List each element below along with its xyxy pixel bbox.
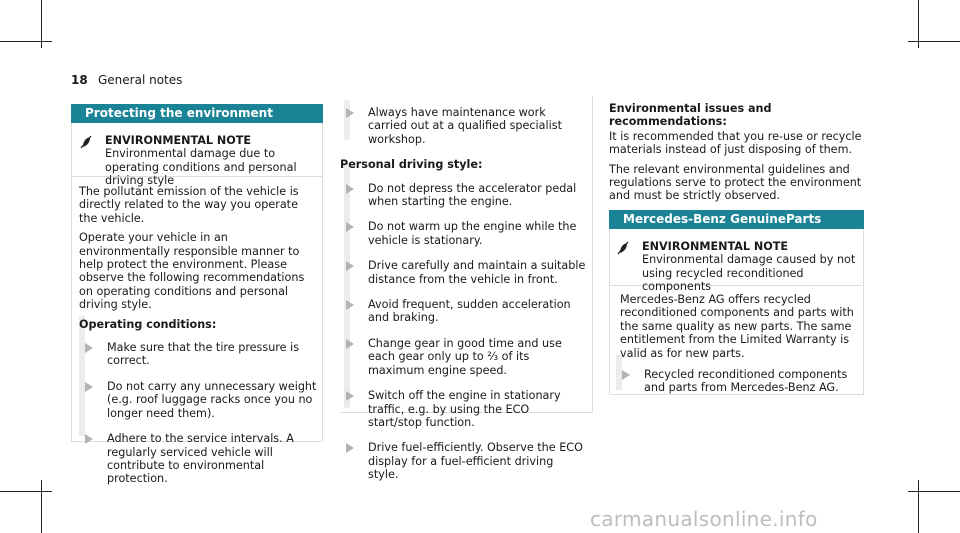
triangle-bullet-icon [346,261,354,271]
col3-intro [609,102,864,209]
list-item-text: Change gear in good time and use each gear only up to ⅔ of its maximum engine speed. [368,336,562,377]
col1-body [79,185,317,498]
list-item [346,298,586,325]
page-number: 18 [71,73,88,87]
no-leaf-icon [616,241,630,255]
triangle-bullet-icon [346,443,354,453]
triangle-bullet-icon [85,343,93,353]
env-note [616,240,856,294]
note-body: Environmental damage due to operating conditions and personal driving style [105,147,297,188]
note-label: ENVIRONMENTAL NOTE [105,134,252,147]
list-item-text: Do not warm up the engine while the vehicle is stationary. [368,220,577,247]
triangle-bullet-icon [346,108,354,118]
crop-mark [0,41,52,42]
list-item-text: Do not carry any unnecessary weight (e.g. roof luggage racks once you no longer need them). [107,379,317,420]
list-item-text: Recycled reconditioned components and parts from Mercedes-Benz AG. [644,368,848,395]
subheading: Operating conditions: [79,317,217,331]
col2-body [340,106,586,494]
list-item [346,441,586,481]
triangle-bullet-icon [85,434,93,444]
list-item [346,337,586,377]
env-note [79,134,317,188]
subheading: Environmental issues and recommendations: [609,102,772,129]
list-item-text: Always have maintenance work carried out at a qualified specialist workshop. [368,106,562,146]
crop-mark [908,41,960,42]
triangle-bullet-icon [85,382,93,392]
list-item-text: Drive carefully and maintain a suitable distance from the vehicle in front. [368,259,586,286]
list-item [346,106,586,146]
list-item-text: Make sure that the tire pressure is correct. [107,341,300,368]
paragraph: The relevant environmental guidelines and regulations serve to protect the environment and must be strictly observed. [609,162,862,203]
triangle-bullet-icon [622,370,630,380]
list-item [346,220,586,247]
list-item-text: Avoid frequent, sudden acceleration and braking. [368,298,571,325]
crop-mark [41,480,42,533]
list-item [85,341,317,368]
paragraph: The pollutant emission of the vehicle is directly related to the way you operate the vehicle. [79,185,299,225]
list-item [622,368,858,395]
crop-mark [0,491,52,492]
triangle-bullet-icon [346,184,354,194]
list-item [346,259,586,286]
no-leaf-icon [79,135,93,149]
list-item [346,389,586,429]
list-item-text: Drive fuel-efficiently. Observe the ECO display for a fuel-efficient driving style. [368,441,583,482]
list-item [85,432,317,486]
list-item [85,380,317,420]
watermark: carmanualsonline.info [590,507,818,531]
triangle-bullet-icon [346,222,354,232]
note-text [642,240,856,294]
list-item-text: Switch off the engine in stationary traffic, e.g. by using the ECO start/stop function. [368,389,561,429]
list-item-text: Do not depress the accelerator pedal when starting the engine. [368,181,577,209]
col3-body [620,293,858,407]
list-item [346,182,586,209]
subheading: Personal driving style: [340,158,483,172]
section-title: General notes [98,73,183,87]
list-item-text: Adhere to the service intervals. A regularly serviced vehicle will contribute to environmental protection. [107,432,294,486]
note-label: ENVIRONMENTAL NOTE [642,240,789,253]
triangle-bullet-icon [346,339,354,349]
section-banner: Mercedes-Benz GenuineParts [609,210,864,229]
note-text [105,134,317,188]
note-body: Environmental damage caused by not using recycled reconditioned components [642,253,856,294]
crop-mark [908,491,960,492]
paragraph: Mercedes-Benz AG offers recycled reconditioned components and parts with the same quality as new parts. The same entitlement from the Limited Warranty is valid as for new parts. [620,293,854,360]
triangle-bullet-icon [346,300,354,310]
section-banner: Protecting the environment [71,104,323,123]
paragraph: Operate your vehicle in an environmentally responsible manner to help protect the environment. Please observe the following recommendations on operating conditions and personal driving style. [79,231,305,312]
triangle-bullet-icon [346,391,354,401]
crop-mark [918,480,919,533]
paragraph: It is recommended that you re-use or recycle materials instead of just disposing of them. [609,129,862,157]
